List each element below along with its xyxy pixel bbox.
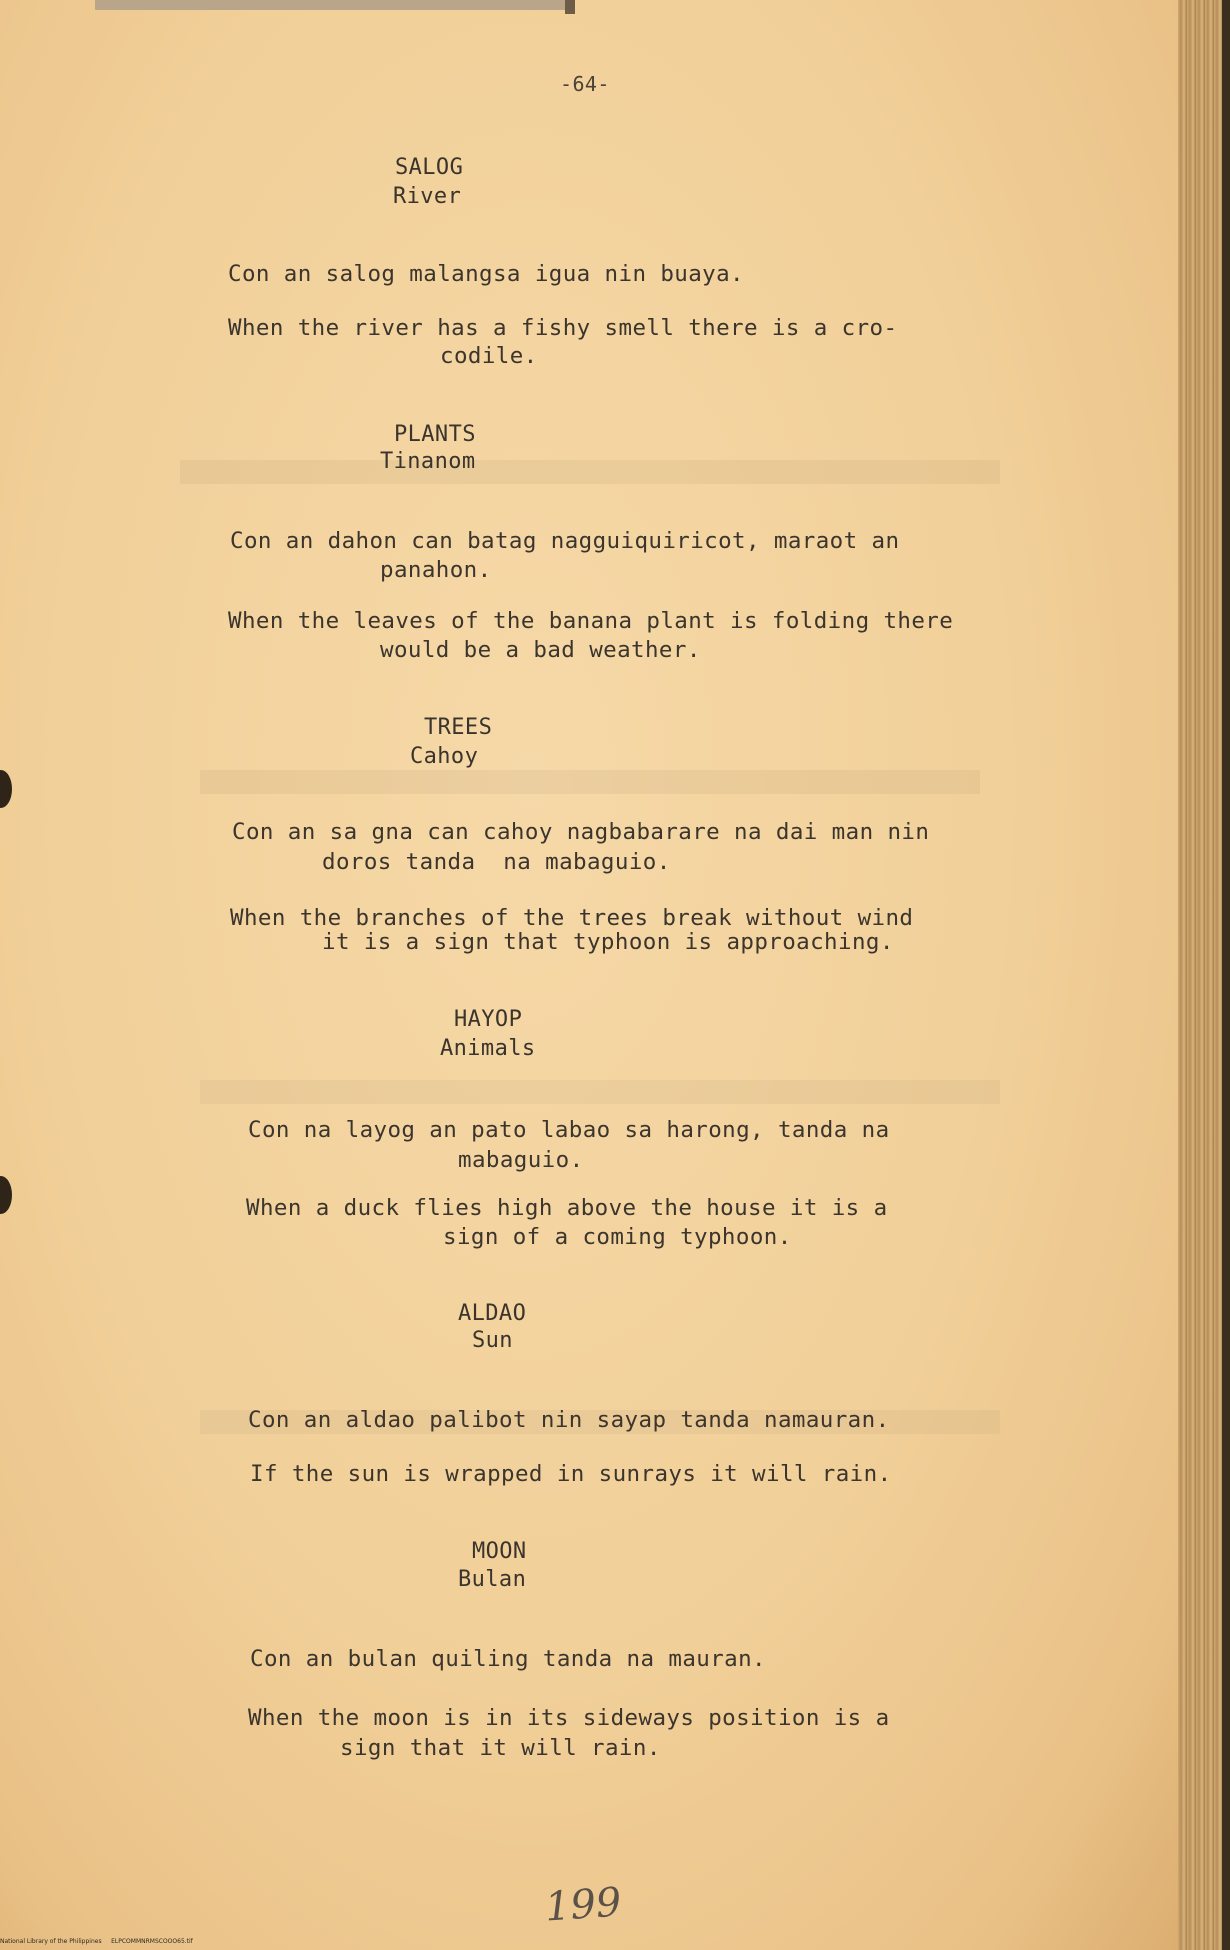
native-saying-aldao: Con an aldao palibot nin sayap tanda namauran. (248, 1407, 890, 1433)
binding-hole (0, 1176, 12, 1214)
section-heading-salog: SALOG (395, 155, 464, 180)
native-saying-hayop-line1: Con na layog an pato labao sa harong, tanda na (248, 1117, 890, 1143)
page-number: -64- (560, 72, 610, 96)
section-heading-aldao: ALDAO (458, 1301, 527, 1326)
bleed-through-shadow (180, 460, 1000, 484)
section-subheading-bulan: Bulan (458, 1567, 527, 1592)
native-saying-plants-line1: Con an dahon can batag nagguiquiricot, maraot an (230, 528, 900, 554)
section-subheading-tinanom: Tinanom (380, 449, 476, 474)
section-heading-trees: TREES (424, 715, 493, 740)
top-paper-strip (95, 0, 565, 10)
native-saying-hayop-line2: mabaguio. (458, 1147, 584, 1173)
native-saying-salog: Con an salog malangsa igua nin buaya. (228, 261, 745, 287)
english-translation-hayop-line2: sign of a coming typhoon. (443, 1224, 792, 1250)
english-translation-moon-line1: When the moon is in its sideways position is a (248, 1705, 890, 1731)
english-translation-moon-line2: sign that it will rain. (340, 1735, 661, 1761)
english-translation-trees-line1: When the branches of the trees break without wind (230, 905, 914, 931)
section-heading-plants: PLANTS (394, 422, 476, 447)
section-subheading-sun: Sun (472, 1328, 513, 1353)
book-spine-shadow (1222, 0, 1230, 1950)
native-saying-trees-line1: Con an sa gna can cahoy nagbabarare na dai man nin (232, 819, 930, 845)
english-translation-plants-line1: When the leaves of the banana plant is folding there (228, 608, 954, 634)
native-saying-moon: Con an bulan quiling tanda na mauran. (250, 1646, 767, 1672)
bleed-through-shadow (200, 770, 980, 794)
bleed-through-shadow (200, 1080, 1000, 1104)
top-strip-edge (565, 0, 575, 14)
section-subheading-river: River (393, 184, 462, 209)
native-saying-plants-line2: panahon. (380, 557, 492, 583)
section-heading-hayop: HAYOP (454, 1007, 523, 1032)
handwritten-page-number: 199 (543, 1879, 623, 1931)
english-translation-salog-line2: codile. (440, 343, 538, 369)
scan-footer-caption: National Library of the Philippines ELPCOMMNRMSCOOO65.tif (0, 1938, 193, 1945)
section-subheading-cahoy: Cahoy (410, 744, 479, 769)
native-saying-trees-line2: doros tanda na mabaguio. (322, 849, 671, 875)
english-translation-trees-line2: it is a sign that typhoon is approaching. (322, 929, 894, 955)
section-heading-moon: MOON (472, 1539, 527, 1564)
binding-hole (0, 770, 12, 808)
english-translation-aldao: If the sun is wrapped in sunrays it will rain. (250, 1461, 892, 1487)
english-translation-plants-line2: would be a bad weather. (380, 637, 701, 663)
section-subheading-animals: Animals (440, 1036, 536, 1061)
english-translation-hayop-line1: When a duck flies high above the house it is a (246, 1195, 888, 1221)
english-translation-salog-line1: When the river has a fishy smell there is a cro- (228, 315, 898, 341)
